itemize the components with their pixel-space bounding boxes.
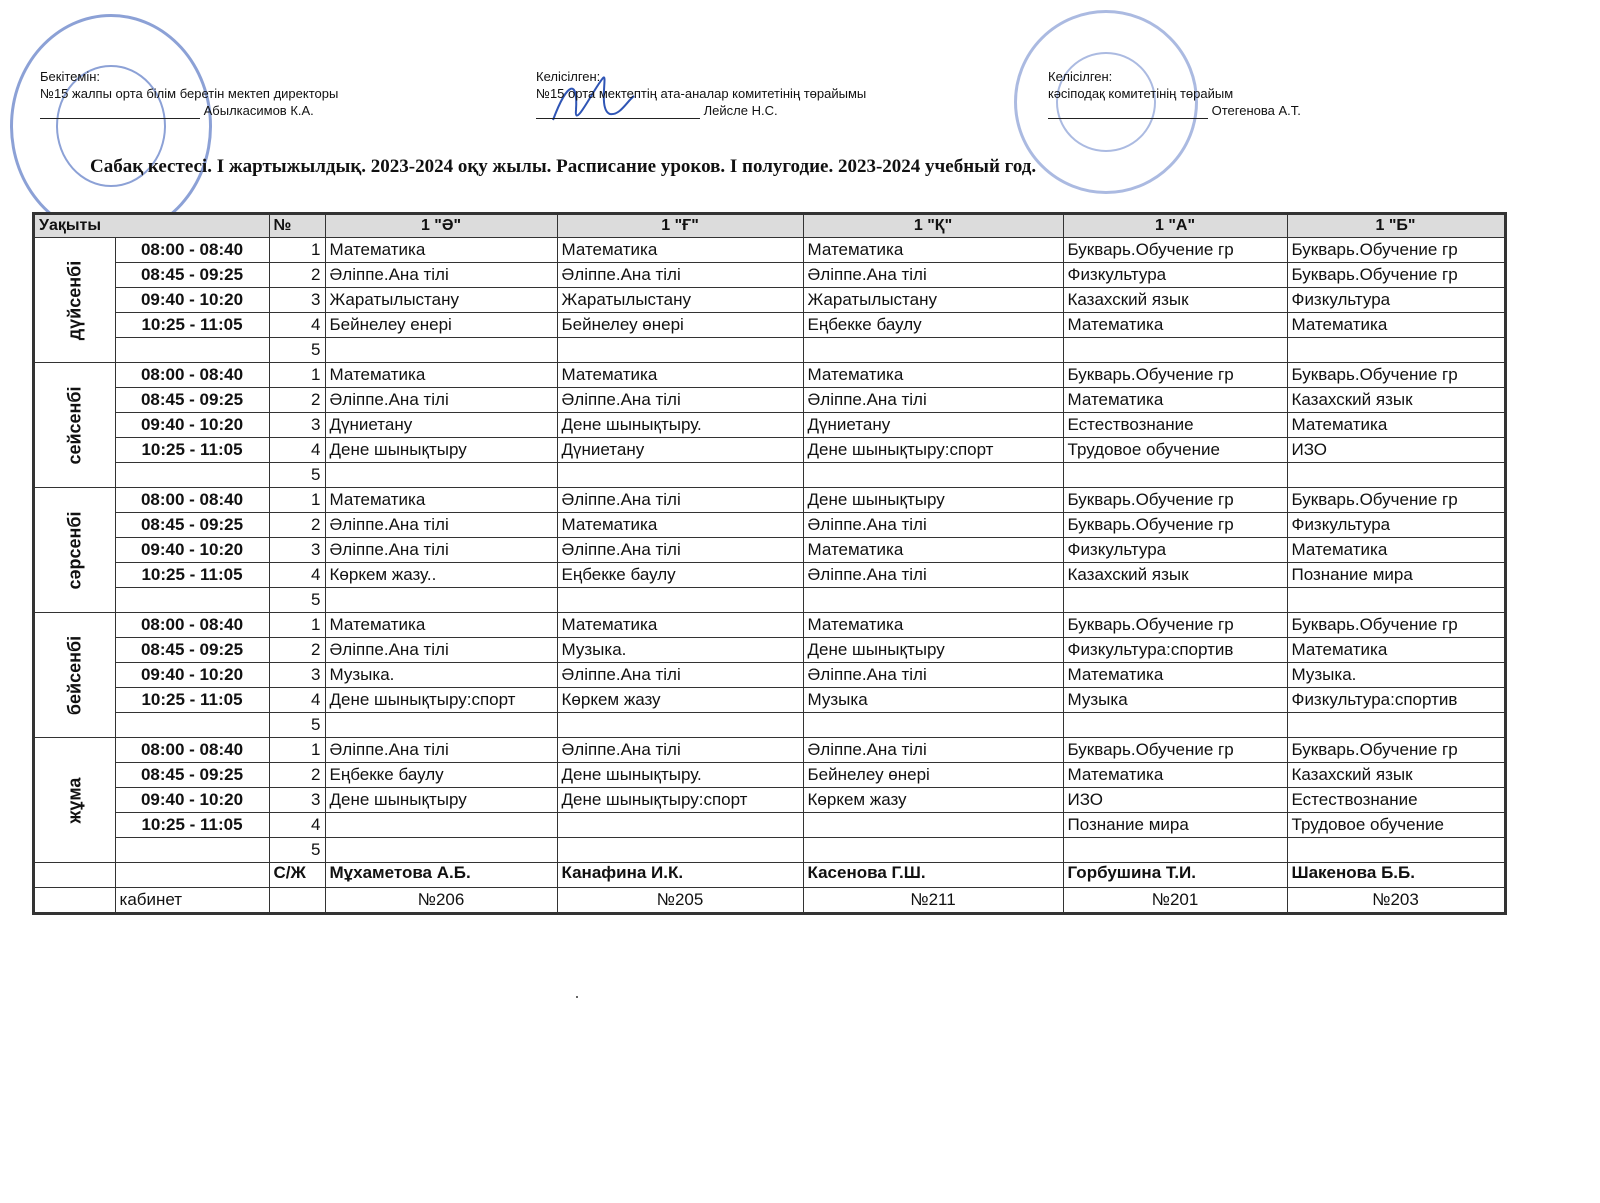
scan-speck bbox=[576, 996, 578, 998]
lesson-cell: Математика bbox=[1287, 638, 1505, 663]
lesson-cell bbox=[1287, 838, 1505, 863]
lesson-cell bbox=[325, 588, 557, 613]
lesson-cell: Букварь.Обучение гр bbox=[1287, 738, 1505, 763]
day-label: сәрсенбі bbox=[64, 510, 85, 590]
lesson-cell: ИЗО bbox=[1287, 438, 1505, 463]
lesson-cell: Дене шынықтыру bbox=[325, 438, 557, 463]
lesson-number: 2 bbox=[269, 763, 325, 788]
school-stamp-left bbox=[10, 14, 212, 238]
lesson-cell: Математика bbox=[803, 238, 1063, 263]
lesson-cell: Бейнелеу өнері bbox=[803, 763, 1063, 788]
lesson-number: 1 bbox=[269, 363, 325, 388]
lesson-cell bbox=[325, 338, 557, 363]
lesson-cell: Дене шынықтыру:спорт bbox=[803, 438, 1063, 463]
header-time: Уақыты bbox=[34, 214, 270, 238]
lesson-cell bbox=[1063, 588, 1287, 613]
day-name bbox=[34, 613, 116, 738]
lesson-time bbox=[115, 463, 269, 488]
lesson-cell: Дүниетану bbox=[557, 438, 803, 463]
lesson-cell bbox=[325, 713, 557, 738]
lesson-cell: Дене шынықтыру. bbox=[557, 413, 803, 438]
teacher-name: Шакенова Б.Б. bbox=[1287, 863, 1505, 888]
lesson-time: 08:00 - 08:40 bbox=[115, 738, 269, 763]
lesson-cell: Физкультура bbox=[1063, 263, 1287, 288]
lesson-cell: Физкультура:спортив bbox=[1063, 638, 1287, 663]
lesson-cell: Математика bbox=[325, 238, 557, 263]
lesson-cell: Музыка. bbox=[325, 663, 557, 688]
lesson-cell: Казахский язык bbox=[1063, 288, 1287, 313]
table-row bbox=[34, 563, 1506, 588]
day-name bbox=[34, 238, 116, 363]
signature-line bbox=[536, 118, 700, 119]
lesson-number: 3 bbox=[269, 413, 325, 438]
lesson-cell bbox=[1287, 338, 1505, 363]
lesson-cell: Математика bbox=[1287, 538, 1505, 563]
lesson-cell: Физкультура bbox=[1063, 538, 1287, 563]
lesson-cell: Дене шынықтыру:спорт bbox=[557, 788, 803, 813]
teacher-name: Канафина И.К. bbox=[557, 863, 803, 888]
teachers-blank bbox=[34, 863, 116, 888]
teacher-name: Мұхаметова А.Б. bbox=[325, 863, 557, 888]
lesson-cell: Естествознание bbox=[1063, 413, 1287, 438]
lesson-cell: Бейнелеу енері bbox=[325, 313, 557, 338]
day-name bbox=[34, 738, 116, 863]
lesson-cell bbox=[803, 588, 1063, 613]
approval-trade-union bbox=[1048, 68, 1301, 119]
lesson-number: 3 bbox=[269, 663, 325, 688]
cabinet-number: №206 bbox=[325, 888, 557, 914]
approval-role: кәсіподақ комитетінің төрайым bbox=[1048, 86, 1234, 101]
teachers-blank bbox=[115, 863, 269, 888]
lesson-number: 2 bbox=[269, 388, 325, 413]
lesson-number: 4 bbox=[269, 813, 325, 838]
lesson-cell: ИЗО bbox=[1063, 788, 1287, 813]
schedule-body bbox=[34, 238, 1506, 863]
lesson-cell bbox=[1063, 463, 1287, 488]
lesson-time: 08:45 - 09:25 bbox=[115, 763, 269, 788]
lesson-cell: Математика bbox=[803, 538, 1063, 563]
lesson-cell: Физкультура bbox=[1287, 288, 1505, 313]
cabinet-number: №201 bbox=[1063, 888, 1287, 914]
lesson-cell: Еңбекке баулу bbox=[803, 313, 1063, 338]
table-row bbox=[34, 388, 1506, 413]
schedule-table bbox=[32, 212, 1507, 915]
lesson-cell: Математика bbox=[325, 613, 557, 638]
lesson-cell: Букварь.Обучение гр bbox=[1063, 363, 1287, 388]
lesson-cell: Букварь.Обучение гр bbox=[1063, 738, 1287, 763]
lesson-cell: Познание мира bbox=[1287, 563, 1505, 588]
lesson-time: 10:25 - 11:05 bbox=[115, 438, 269, 463]
lesson-cell: Еңбекке баулу bbox=[557, 563, 803, 588]
lesson-cell: Букварь.Обучение гр bbox=[1287, 613, 1505, 638]
lesson-cell: Дүниетану bbox=[803, 413, 1063, 438]
lesson-cell: Әліппе.Ана тілі bbox=[325, 538, 557, 563]
lesson-number: 1 bbox=[269, 488, 325, 513]
lesson-number: 5 bbox=[269, 588, 325, 613]
lesson-cell bbox=[803, 463, 1063, 488]
approval-label: Келісілген: bbox=[1048, 69, 1113, 84]
teacher-name: Горбушина Т.И. bbox=[1063, 863, 1287, 888]
table-row bbox=[34, 413, 1506, 438]
lesson-time: 08:45 - 09:25 bbox=[115, 513, 269, 538]
lesson-cell: Көркем жазу bbox=[557, 688, 803, 713]
lesson-cell: Әліппе.Ана тілі bbox=[803, 263, 1063, 288]
lesson-cell: Математика bbox=[325, 363, 557, 388]
cabinet-number: №203 bbox=[1287, 888, 1505, 914]
cabinet-blank bbox=[269, 888, 325, 914]
table-row bbox=[34, 488, 1506, 513]
lesson-cell bbox=[557, 588, 803, 613]
table-row bbox=[34, 363, 1506, 388]
lesson-cell: Әліппе.Ана тілі bbox=[325, 388, 557, 413]
page-title: Сабақ кестесі. I жартыжылдық. 2023-2024 оқу жылы. Расписание уроков. I полугодие. 2023-2024 учебный год. bbox=[90, 156, 1037, 177]
lesson-time: 08:00 - 08:40 bbox=[115, 363, 269, 388]
lesson-cell: Математика bbox=[1063, 763, 1287, 788]
header-num: № bbox=[269, 214, 325, 238]
lesson-cell: Физкультура bbox=[1287, 513, 1505, 538]
table-row bbox=[34, 613, 1506, 638]
table-row bbox=[34, 638, 1506, 663]
lesson-cell bbox=[557, 838, 803, 863]
lesson-cell: Дене шынықтыру bbox=[325, 788, 557, 813]
header-class: 1 "Б" bbox=[1287, 214, 1505, 238]
lesson-cell bbox=[803, 338, 1063, 363]
lesson-number: 4 bbox=[269, 563, 325, 588]
lesson-cell: Дене шынықтыру. bbox=[557, 763, 803, 788]
lesson-time: 08:45 - 09:25 bbox=[115, 388, 269, 413]
lesson-cell: Жаратылыстану bbox=[325, 288, 557, 313]
lesson-cell: Математика bbox=[1287, 413, 1505, 438]
lesson-cell: Дене шынықтыру bbox=[803, 638, 1063, 663]
lesson-cell: Әліппе.Ана тілі bbox=[325, 738, 557, 763]
lesson-cell: Математика bbox=[557, 363, 803, 388]
lesson-cell: Букварь.Обучение гр bbox=[1287, 238, 1505, 263]
lesson-cell: Әліппе.Ана тілі bbox=[803, 388, 1063, 413]
day-name bbox=[34, 488, 116, 613]
lesson-time: 10:25 - 11:05 bbox=[115, 688, 269, 713]
day-label: дүйсенбі bbox=[64, 260, 85, 340]
lesson-cell: Еңбекке баулу bbox=[325, 763, 557, 788]
lesson-cell: Әліппе.Ана тілі bbox=[557, 663, 803, 688]
lesson-time: 09:40 - 10:20 bbox=[115, 413, 269, 438]
lesson-cell: Әліппе.Ана тілі bbox=[325, 513, 557, 538]
teacher-name: Касенова Г.Ш. bbox=[803, 863, 1063, 888]
lesson-number: 4 bbox=[269, 438, 325, 463]
lesson-cell bbox=[557, 813, 803, 838]
approval-label: Келісілген: bbox=[536, 69, 601, 84]
lesson-cell: Математика bbox=[325, 488, 557, 513]
lesson-cell: Бейнелеу өнері bbox=[557, 313, 803, 338]
lesson-cell: Дүниетану bbox=[325, 413, 557, 438]
lesson-time: 08:00 - 08:40 bbox=[115, 613, 269, 638]
lesson-time: 10:25 - 11:05 bbox=[115, 313, 269, 338]
lesson-cell: Әліппе.Ана тілі bbox=[803, 738, 1063, 763]
lesson-time: 09:40 - 10:20 bbox=[115, 663, 269, 688]
lesson-cell: Физкультура:спортив bbox=[1287, 688, 1505, 713]
cabinet-number: №211 bbox=[803, 888, 1063, 914]
lesson-number: 4 bbox=[269, 688, 325, 713]
lesson-cell: Математика bbox=[557, 238, 803, 263]
lesson-cell bbox=[557, 338, 803, 363]
approval-name: Отегенова А.Т. bbox=[1211, 103, 1301, 118]
lesson-cell: Жаратылыстану bbox=[803, 288, 1063, 313]
lesson-number: 3 bbox=[269, 788, 325, 813]
lesson-cell: Трудовое обучение bbox=[1287, 813, 1505, 838]
lesson-cell: Жаратылыстану bbox=[557, 288, 803, 313]
lesson-cell bbox=[1063, 713, 1287, 738]
lesson-time: 08:00 - 08:40 bbox=[115, 488, 269, 513]
lesson-cell: Познание мира bbox=[1063, 813, 1287, 838]
lesson-cell: Букварь.Обучение гр bbox=[1063, 488, 1287, 513]
lesson-time: 10:25 - 11:05 bbox=[115, 813, 269, 838]
lesson-cell: Букварь.Обучение гр bbox=[1287, 363, 1505, 388]
table-row bbox=[34, 263, 1506, 288]
lesson-cell bbox=[557, 463, 803, 488]
lesson-cell bbox=[325, 813, 557, 838]
lesson-time bbox=[115, 713, 269, 738]
approval-role: №15 жалпы орта білім беретін мектеп директоры bbox=[40, 86, 339, 101]
lesson-cell: Дене шынықтыру bbox=[803, 488, 1063, 513]
approval-label: Бекітемін: bbox=[40, 69, 100, 84]
lesson-time: 09:40 - 10:20 bbox=[115, 288, 269, 313]
lesson-cell: Музыка. bbox=[1287, 663, 1505, 688]
lesson-number: 2 bbox=[269, 263, 325, 288]
header-class: 1 "Қ" bbox=[803, 214, 1063, 238]
lesson-time: 10:25 - 11:05 bbox=[115, 563, 269, 588]
approval-role: №15 орта мектептің ата-аналар комитетінің төрайымы bbox=[536, 86, 867, 101]
table-row bbox=[34, 288, 1506, 313]
lesson-number: 5 bbox=[269, 838, 325, 863]
lesson-cell: Әліппе.Ана тілі bbox=[803, 663, 1063, 688]
table-row bbox=[34, 838, 1506, 863]
lesson-number: 5 bbox=[269, 338, 325, 363]
lesson-cell: Математика bbox=[557, 513, 803, 538]
lesson-time: 08:00 - 08:40 bbox=[115, 238, 269, 263]
lesson-cell: Математика bbox=[1063, 663, 1287, 688]
lesson-cell bbox=[1287, 588, 1505, 613]
lesson-cell bbox=[1063, 838, 1287, 863]
table-row bbox=[34, 238, 1506, 263]
table-row bbox=[34, 513, 1506, 538]
lesson-cell: Казахский язык bbox=[1287, 763, 1505, 788]
lesson-cell: Математика bbox=[1063, 388, 1287, 413]
lesson-cell: Математика bbox=[1287, 313, 1505, 338]
table-row bbox=[34, 438, 1506, 463]
approval-name: Абылкасимов К.А. bbox=[203, 103, 314, 118]
lesson-number: 2 bbox=[269, 513, 325, 538]
cabinet-label: кабинет bbox=[115, 888, 269, 914]
table-row bbox=[34, 663, 1506, 688]
lesson-cell: Әліппе.Ана тілі bbox=[557, 538, 803, 563]
lesson-number: 5 bbox=[269, 713, 325, 738]
day-name bbox=[34, 363, 116, 488]
lesson-cell: Әліппе.Ана тілі bbox=[557, 488, 803, 513]
lesson-cell: Музыка bbox=[1063, 688, 1287, 713]
approval-name: Лейсле Н.С. bbox=[703, 103, 778, 118]
lesson-cell: Әліппе.Ана тілі bbox=[557, 738, 803, 763]
lesson-cell: Дене шынықтыру:спорт bbox=[325, 688, 557, 713]
lesson-time: 08:45 - 09:25 bbox=[115, 263, 269, 288]
lesson-cell: Әліппе.Ана тілі bbox=[557, 388, 803, 413]
lesson-cell: Музыка bbox=[803, 688, 1063, 713]
lesson-number: 5 bbox=[269, 463, 325, 488]
table-row bbox=[34, 738, 1506, 763]
lesson-cell: Букварь.Обучение гр bbox=[1287, 488, 1505, 513]
lesson-cell: Әліппе.Ана тілі bbox=[325, 638, 557, 663]
lesson-cell: Математика bbox=[1063, 313, 1287, 338]
lesson-cell: Букварь.Обучение гр bbox=[1063, 513, 1287, 538]
lesson-time: 08:45 - 09:25 bbox=[115, 638, 269, 663]
table-row bbox=[34, 788, 1506, 813]
cabinet-blank bbox=[34, 888, 116, 914]
lesson-number: 2 bbox=[269, 638, 325, 663]
lesson-cell bbox=[1287, 463, 1505, 488]
lesson-cell bbox=[803, 813, 1063, 838]
lesson-cell: Трудовое обучение bbox=[1063, 438, 1287, 463]
header-class: 1 "Ә" bbox=[325, 214, 557, 238]
lesson-cell bbox=[803, 713, 1063, 738]
teachers-label: С/Ж bbox=[269, 863, 325, 888]
lesson-number: 1 bbox=[269, 613, 325, 638]
cabinet-number: №205 bbox=[557, 888, 803, 914]
lesson-time bbox=[115, 338, 269, 363]
table-row bbox=[34, 338, 1506, 363]
lesson-cell: Математика bbox=[557, 613, 803, 638]
cabinet-row bbox=[34, 888, 1506, 914]
lesson-cell bbox=[1063, 338, 1287, 363]
day-label: бейсенбі bbox=[64, 635, 85, 715]
lesson-cell: Әліппе.Ана тілі bbox=[803, 513, 1063, 538]
header-class: 1 "Ғ" bbox=[557, 214, 803, 238]
lesson-number: 3 bbox=[269, 288, 325, 313]
signature-line bbox=[1048, 118, 1208, 119]
header-row bbox=[34, 214, 1506, 238]
lesson-cell: Әліппе.Ана тілі bbox=[557, 263, 803, 288]
lesson-number: 4 bbox=[269, 313, 325, 338]
table-row bbox=[34, 763, 1506, 788]
lesson-cell bbox=[325, 463, 557, 488]
signature-line bbox=[40, 118, 200, 119]
lesson-number: 1 bbox=[269, 238, 325, 263]
day-label: жұма bbox=[64, 777, 85, 823]
lesson-cell: Букварь.Обучение гр bbox=[1063, 613, 1287, 638]
table-row bbox=[34, 463, 1506, 488]
lesson-cell: Көркем жазу.. bbox=[325, 563, 557, 588]
lesson-cell: Әліппе.Ана тілі bbox=[325, 263, 557, 288]
lesson-cell bbox=[1287, 713, 1505, 738]
day-label: сейсенбі bbox=[64, 385, 85, 465]
lesson-cell: Казахский язык bbox=[1063, 563, 1287, 588]
lesson-time bbox=[115, 838, 269, 863]
lesson-cell: Казахский язык bbox=[1287, 388, 1505, 413]
lesson-number: 1 bbox=[269, 738, 325, 763]
lesson-cell bbox=[325, 838, 557, 863]
lesson-cell bbox=[803, 838, 1063, 863]
lesson-cell: Математика bbox=[803, 363, 1063, 388]
lesson-cell: Музыка. bbox=[557, 638, 803, 663]
lesson-cell: Естествознание bbox=[1287, 788, 1505, 813]
header-class: 1 "А" bbox=[1063, 214, 1287, 238]
lesson-cell: Көркем жазу bbox=[803, 788, 1063, 813]
lesson-time bbox=[115, 588, 269, 613]
lesson-number: 3 bbox=[269, 538, 325, 563]
table-row bbox=[34, 538, 1506, 563]
approval-director bbox=[40, 68, 338, 119]
lesson-cell: Букварь.Обучение гр bbox=[1063, 238, 1287, 263]
lesson-time: 09:40 - 10:20 bbox=[115, 538, 269, 563]
lesson-cell: Букварь.Обучение гр bbox=[1287, 263, 1505, 288]
teachers-row bbox=[34, 863, 1506, 888]
table-row bbox=[34, 588, 1506, 613]
approval-parents-committee bbox=[536, 68, 866, 119]
lesson-cell: Математика bbox=[803, 613, 1063, 638]
table-row bbox=[34, 813, 1506, 838]
table-row bbox=[34, 713, 1506, 738]
table-row bbox=[34, 688, 1506, 713]
lesson-cell: Әліппе.Ана тілі bbox=[803, 563, 1063, 588]
table-row bbox=[34, 313, 1506, 338]
lesson-cell bbox=[557, 713, 803, 738]
lesson-time: 09:40 - 10:20 bbox=[115, 788, 269, 813]
